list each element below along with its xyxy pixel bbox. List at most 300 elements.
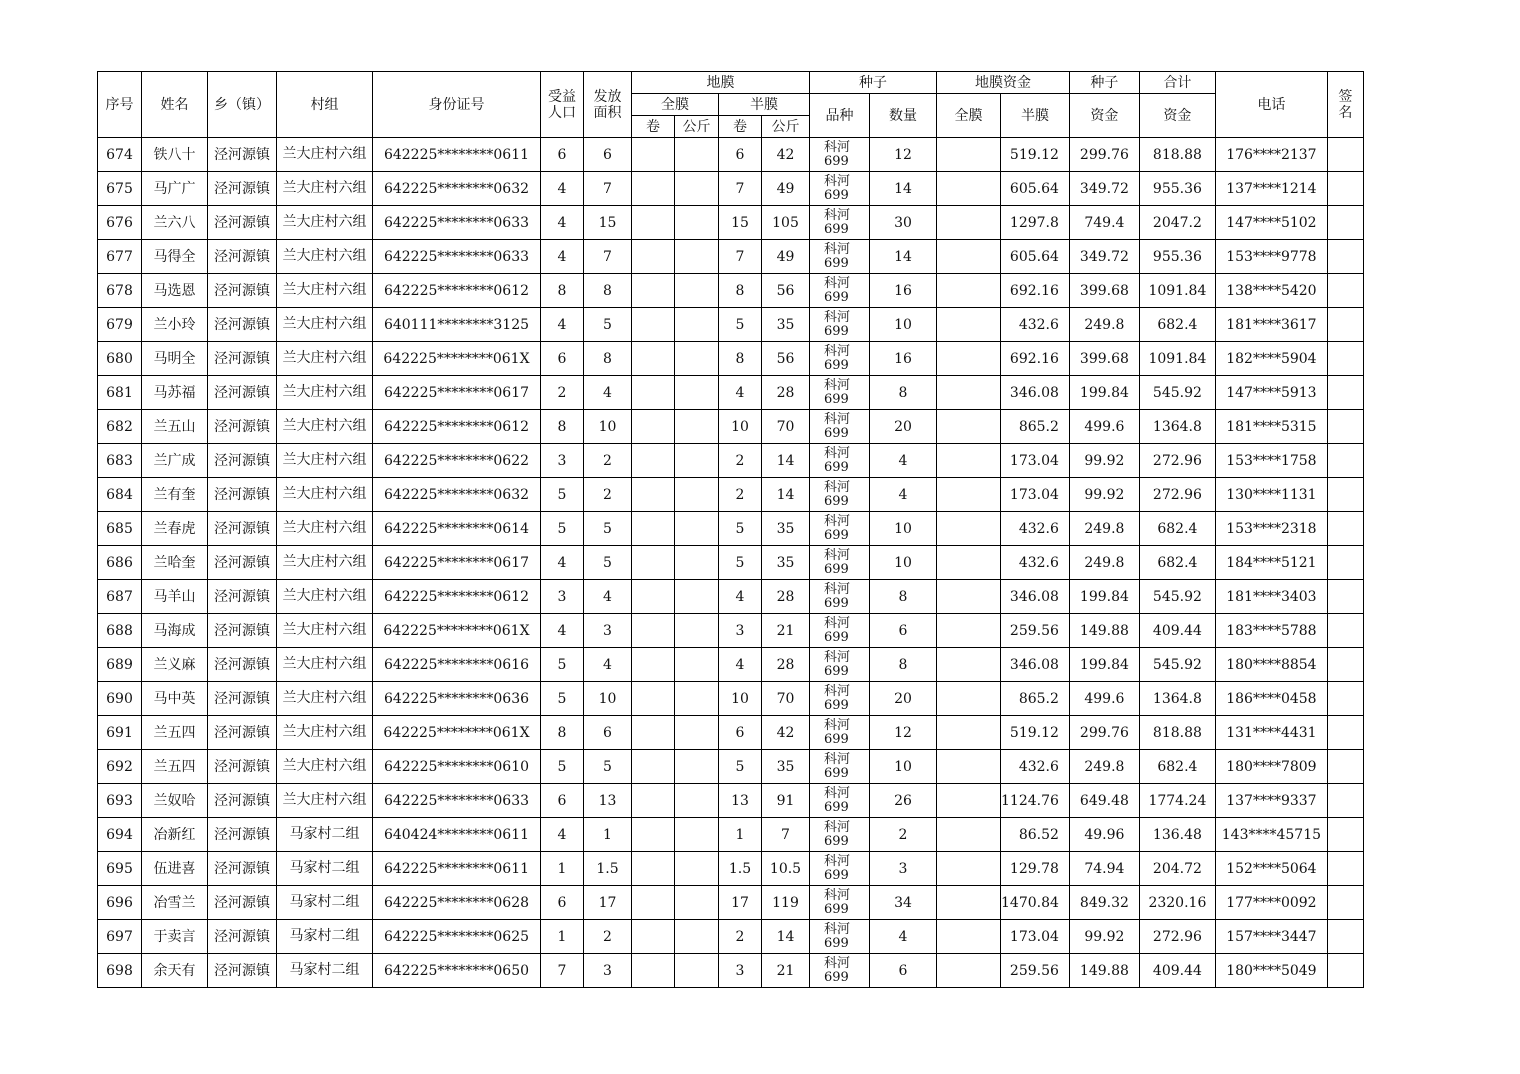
cell-phone: 184****5121: [1215, 546, 1327, 580]
header-beneficiaries-label: 受益人口: [548, 88, 576, 121]
cell-village-text: 兰大庄村六组: [282, 690, 367, 706]
cell-total-funds: 1774.24: [1139, 784, 1215, 818]
cell-beneficiaries: 4: [541, 240, 584, 274]
cell-variety: [810, 750, 870, 784]
cell-id-number: 642225********0633: [373, 206, 541, 240]
cell-variety: [810, 954, 870, 988]
cell-full-roll: [632, 172, 675, 206]
cell-name: 马海成: [142, 614, 208, 648]
cell-town: 泾河源镇: [208, 818, 277, 852]
cell-signature[interactable]: [1327, 886, 1363, 920]
table-row: [98, 750, 1364, 784]
cell-beneficiaries: 3: [541, 580, 584, 614]
cell-total-funds: 272.96: [1139, 920, 1215, 954]
cell-total-funds: 272.96: [1139, 444, 1215, 478]
cell-village-text: 兰大庄村六组: [282, 146, 367, 162]
cell-signature[interactable]: [1327, 240, 1363, 274]
cell-area: 10: [584, 410, 632, 444]
cell-half-film-funds: 1297.8: [1001, 206, 1070, 240]
cell-name: 兰广成: [142, 444, 208, 478]
cell-beneficiaries: 4: [541, 172, 584, 206]
cell-half-kg: 28: [762, 580, 810, 614]
cell-half-kg: 14: [762, 444, 810, 478]
cell-beneficiaries: 6: [541, 784, 584, 818]
header-seed-funds: 资金: [1069, 94, 1139, 138]
cell-beneficiaries: 5: [541, 512, 584, 546]
cell-area: 2: [584, 920, 632, 954]
cell-signature[interactable]: [1327, 954, 1363, 988]
cell-village: [277, 886, 373, 920]
cell-seq: 685: [98, 512, 142, 546]
table-row: [98, 614, 1364, 648]
cell-quantity: 6: [870, 614, 937, 648]
cell-village-text: 兰大庄村六组: [282, 758, 367, 774]
cell-seq: 687: [98, 580, 142, 614]
cell-signature[interactable]: [1327, 716, 1363, 750]
cell-name: 马广广: [142, 172, 208, 206]
cell-area: 3: [584, 954, 632, 988]
cell-variety-text: 科河699: [824, 853, 851, 883]
cell-variety: [810, 682, 870, 716]
cell-village-text: 兰大庄村六组: [282, 248, 367, 264]
header-full-kg: 公斤: [675, 116, 719, 138]
cell-half-film-funds: 129.78: [1001, 852, 1070, 886]
cell-town: 泾河源镇: [208, 172, 277, 206]
cell-half-film-funds: 86.52: [1001, 818, 1070, 852]
table-row: [98, 478, 1364, 512]
cell-variety: [810, 512, 870, 546]
cell-name: 兰五山: [142, 410, 208, 444]
cell-signature[interactable]: [1327, 682, 1363, 716]
cell-village: [277, 920, 373, 954]
cell-village: [277, 240, 373, 274]
cell-half-film-funds: 692.16: [1001, 274, 1070, 308]
cell-full-film-funds: [937, 682, 1001, 716]
cell-half-kg: 35: [762, 750, 810, 784]
cell-town: 泾河源镇: [208, 648, 277, 682]
cell-variety: [810, 308, 870, 342]
cell-signature[interactable]: [1327, 648, 1363, 682]
cell-full-kg: [675, 444, 719, 478]
cell-full-roll: [632, 682, 675, 716]
cell-name: 兰六八: [142, 206, 208, 240]
cell-id-number: 640424********0611: [373, 818, 541, 852]
cell-variety-text: 科河699: [824, 785, 851, 815]
cell-variety: [810, 716, 870, 750]
cell-town: 泾河源镇: [208, 342, 277, 376]
cell-full-roll: [632, 580, 675, 614]
cell-variety-text: 科河699: [824, 921, 851, 951]
cell-id-number: 642225********0632: [373, 172, 541, 206]
cell-signature[interactable]: [1327, 172, 1363, 206]
header-area: [584, 72, 632, 138]
cell-total-funds: 682.4: [1139, 308, 1215, 342]
header-beneficiaries: [541, 72, 584, 138]
cell-full-film-funds: [937, 444, 1001, 478]
cell-name: 兰义麻: [142, 648, 208, 682]
header-variety: 品种: [810, 94, 870, 138]
cell-phone: 180****7809: [1215, 750, 1327, 784]
cell-phone: 147****5102: [1215, 206, 1327, 240]
table-row: [98, 206, 1364, 240]
cell-variety-text: 科河699: [824, 683, 851, 713]
cell-half-roll: 1.5: [719, 852, 762, 886]
cell-beneficiaries: 5: [541, 682, 584, 716]
cell-full-film-funds: [937, 648, 1001, 682]
header-quantity: 数量: [870, 94, 937, 138]
cell-full-roll: [632, 342, 675, 376]
cell-total-funds: 818.88: [1139, 138, 1215, 172]
cell-id-number: 642225********0610: [373, 750, 541, 784]
cell-full-film-funds: [937, 750, 1001, 784]
cell-total-funds: 409.44: [1139, 954, 1215, 988]
table-row: [98, 920, 1364, 954]
cell-full-kg: [675, 342, 719, 376]
cell-area: 17: [584, 886, 632, 920]
cell-full-roll: [632, 410, 675, 444]
cell-full-film-funds: [937, 716, 1001, 750]
cell-beneficiaries: 4: [541, 818, 584, 852]
cell-quantity: 30: [870, 206, 937, 240]
cell-seed-funds: 349.72: [1069, 172, 1139, 206]
cell-town: 泾河源镇: [208, 682, 277, 716]
cell-village: [277, 308, 373, 342]
cell-signature[interactable]: [1327, 274, 1363, 308]
cell-village: [277, 172, 373, 206]
cell-seq: 696: [98, 886, 142, 920]
cell-half-film-funds: 605.64: [1001, 172, 1070, 206]
cell-village: [277, 954, 373, 988]
cell-total-funds: 818.88: [1139, 716, 1215, 750]
cell-area: 3: [584, 614, 632, 648]
cell-full-kg: [675, 954, 719, 988]
cell-full-kg: [675, 138, 719, 172]
cell-variety-text: 科河699: [824, 275, 851, 305]
cell-village-text: 兰大庄村六组: [282, 316, 367, 332]
cell-full-film-funds: [937, 920, 1001, 954]
cell-variety-text: 科河699: [824, 207, 851, 237]
cell-village-text: 马家村二组: [289, 962, 360, 978]
cell-beneficiaries: 5: [541, 648, 584, 682]
cell-signature[interactable]: [1327, 920, 1363, 954]
cell-village: [277, 376, 373, 410]
cell-half-kg: 49: [762, 240, 810, 274]
cell-area: 8: [584, 342, 632, 376]
cell-id-number: 642225********061X: [373, 614, 541, 648]
header-full-film-funds: 全膜: [937, 94, 1001, 138]
table-row: [98, 716, 1364, 750]
cell-area: 4: [584, 648, 632, 682]
cell-id-number: 642225********0617: [373, 376, 541, 410]
cell-half-kg: 35: [762, 512, 810, 546]
cell-half-roll: 3: [719, 954, 762, 988]
cell-id-number: 642225********0650: [373, 954, 541, 988]
header-signature-label: 签名: [1338, 88, 1353, 121]
cell-quantity: 2: [870, 818, 937, 852]
table-row: [98, 886, 1364, 920]
cell-variety: [810, 138, 870, 172]
cell-town: 泾河源镇: [208, 852, 277, 886]
header-seq: 序号: [98, 72, 142, 138]
cell-total-funds: 2047.2: [1139, 206, 1215, 240]
cell-total-funds: 955.36: [1139, 240, 1215, 274]
cell-signature[interactable]: [1327, 546, 1363, 580]
cell-area: 10: [584, 682, 632, 716]
cell-signature[interactable]: [1327, 580, 1363, 614]
cell-town: 泾河源镇: [208, 274, 277, 308]
cell-half-roll: 2: [719, 478, 762, 512]
cell-seq: 693: [98, 784, 142, 818]
cell-seed-funds: 199.84: [1069, 580, 1139, 614]
cell-signature[interactable]: [1327, 308, 1363, 342]
cell-seed-funds: 74.94: [1069, 852, 1139, 886]
cell-seq: 688: [98, 614, 142, 648]
cell-full-roll: [632, 954, 675, 988]
cell-signature[interactable]: [1327, 444, 1363, 478]
cell-id-number: 642225********0611: [373, 852, 541, 886]
cell-quantity: 12: [870, 716, 937, 750]
cell-full-kg: [675, 410, 719, 444]
cell-half-film-funds: 519.12: [1001, 138, 1070, 172]
cell-name: 余天有: [142, 954, 208, 988]
cell-total-funds: 545.92: [1139, 648, 1215, 682]
cell-full-film-funds: [937, 818, 1001, 852]
cell-name: 马中英: [142, 682, 208, 716]
cell-id-number: 642225********0628: [373, 886, 541, 920]
cell-village-text: 兰大庄村六组: [282, 486, 367, 502]
cell-signature[interactable]: [1327, 750, 1363, 784]
cell-seed-funds: 149.88: [1069, 954, 1139, 988]
cell-half-film-funds: 259.56: [1001, 954, 1070, 988]
table-row: [98, 954, 1364, 988]
cell-village-text: 兰大庄村六组: [282, 418, 367, 434]
cell-full-roll: [632, 750, 675, 784]
cell-variety: [810, 410, 870, 444]
cell-village: [277, 342, 373, 376]
cell-seq: 682: [98, 410, 142, 444]
cell-half-film-funds: 1124.76: [1001, 784, 1070, 818]
cell-seed-funds: 349.72: [1069, 240, 1139, 274]
cell-village-text: 兰大庄村六组: [282, 180, 367, 196]
cell-variety: [810, 342, 870, 376]
cell-name: 兰哈奎: [142, 546, 208, 580]
cell-half-roll: 4: [719, 648, 762, 682]
header-town: 乡（镇）: [208, 72, 277, 138]
cell-half-roll: 6: [719, 138, 762, 172]
cell-town: 泾河源镇: [208, 478, 277, 512]
cell-full-roll: [632, 920, 675, 954]
cell-variety-text: 科河699: [824, 819, 851, 849]
cell-total-funds: 545.92: [1139, 376, 1215, 410]
cell-total-funds: 682.4: [1139, 546, 1215, 580]
cell-quantity: 8: [870, 580, 937, 614]
cell-variety-text: 科河699: [824, 649, 851, 679]
cell-village-text: 兰大庄村六组: [282, 622, 367, 638]
cell-variety: [810, 274, 870, 308]
cell-town: 泾河源镇: [208, 614, 277, 648]
cell-half-roll: 1: [719, 818, 762, 852]
cell-signature[interactable]: [1327, 410, 1363, 444]
cell-beneficiaries: 6: [541, 138, 584, 172]
cell-village: [277, 206, 373, 240]
cell-id-number: 642225********0636: [373, 682, 541, 716]
cell-phone: 182****5904: [1215, 342, 1327, 376]
cell-half-film-funds: 865.2: [1001, 682, 1070, 716]
cell-phone: 138****5420: [1215, 274, 1327, 308]
cell-village: [277, 138, 373, 172]
cell-beneficiaries: 8: [541, 274, 584, 308]
cell-seed-funds: 849.32: [1069, 886, 1139, 920]
cell-quantity: 10: [870, 512, 937, 546]
cell-variety: [810, 648, 870, 682]
cell-seed-funds: 399.68: [1069, 342, 1139, 376]
cell-total-funds: 1364.8: [1139, 410, 1215, 444]
cell-quantity: 12: [870, 138, 937, 172]
table-body: [98, 138, 1364, 988]
cell-name: 兰五四: [142, 716, 208, 750]
cell-full-kg: [675, 512, 719, 546]
cell-full-roll: [632, 206, 675, 240]
header-half-film-funds: 半膜: [1001, 94, 1070, 138]
header-full-film: 全膜: [632, 94, 719, 116]
cell-variety-text: 科河699: [824, 445, 851, 475]
cell-full-roll: [632, 240, 675, 274]
cell-half-kg: 49: [762, 172, 810, 206]
cell-full-kg: [675, 240, 719, 274]
cell-beneficiaries: 8: [541, 410, 584, 444]
cell-town: 泾河源镇: [208, 886, 277, 920]
cell-variety: [810, 818, 870, 852]
cell-half-roll: 15: [719, 206, 762, 240]
cell-name: 冶雪兰: [142, 886, 208, 920]
cell-half-film-funds: 865.2: [1001, 410, 1070, 444]
cell-seed-funds: 499.6: [1069, 410, 1139, 444]
cell-town: 泾河源镇: [208, 410, 277, 444]
cell-signature[interactable]: [1327, 784, 1363, 818]
cell-half-kg: 119: [762, 886, 810, 920]
cell-signature[interactable]: [1327, 852, 1363, 886]
cell-area: 8: [584, 274, 632, 308]
cell-half-kg: 21: [762, 954, 810, 988]
cell-full-film-funds: [937, 614, 1001, 648]
cell-phone: 137****1214: [1215, 172, 1327, 206]
cell-full-kg: [675, 308, 719, 342]
cell-signature[interactable]: [1327, 512, 1363, 546]
cell-name: 马明全: [142, 342, 208, 376]
cell-signature[interactable]: [1327, 138, 1363, 172]
cell-variety: [810, 206, 870, 240]
cell-area: 4: [584, 580, 632, 614]
cell-seed-funds: 99.92: [1069, 920, 1139, 954]
cell-variety-text: 科河699: [824, 479, 851, 509]
cell-half-kg: 42: [762, 716, 810, 750]
cell-phone: 180****8854: [1215, 648, 1327, 682]
cell-signature[interactable]: [1327, 206, 1363, 240]
cell-beneficiaries: 4: [541, 206, 584, 240]
cell-area: 5: [584, 750, 632, 784]
cell-name: 兰有奎: [142, 478, 208, 512]
cell-quantity: 10: [870, 546, 937, 580]
cell-area: 4: [584, 376, 632, 410]
cell-id-number: 642225********061X: [373, 342, 541, 376]
cell-signature[interactable]: [1327, 342, 1363, 376]
cell-half-roll: 8: [719, 342, 762, 376]
cell-phone: 177****0092: [1215, 886, 1327, 920]
cell-name: 马选恩: [142, 274, 208, 308]
header-film-funds: 地膜资金: [937, 72, 1070, 94]
cell-signature[interactable]: [1327, 376, 1363, 410]
cell-variety-text: 科河699: [824, 513, 851, 543]
cell-area: 5: [584, 308, 632, 342]
cell-half-film-funds: 692.16: [1001, 342, 1070, 376]
cell-seq: 698: [98, 954, 142, 988]
cell-full-kg: [675, 274, 719, 308]
cell-quantity: 10: [870, 750, 937, 784]
cell-signature[interactable]: [1327, 478, 1363, 512]
cell-signature[interactable]: [1327, 614, 1363, 648]
cell-half-kg: 7: [762, 818, 810, 852]
cell-variety-text: 科河699: [824, 343, 851, 373]
cell-variety-text: 科河699: [824, 615, 851, 645]
cell-phone: 181****3617: [1215, 308, 1327, 342]
cell-name: 兰小玲: [142, 308, 208, 342]
cell-variety: [810, 784, 870, 818]
cell-area: 13: [584, 784, 632, 818]
header-total: 资金: [1139, 94, 1215, 138]
table-row: [98, 240, 1364, 274]
cell-full-film-funds: [937, 308, 1001, 342]
cell-full-roll: [632, 716, 675, 750]
cell-village-text: 马家村二组: [289, 860, 360, 876]
cell-half-film-funds: 432.6: [1001, 512, 1070, 546]
cell-phone: 143****45715: [1215, 818, 1327, 852]
cell-quantity: 4: [870, 478, 937, 512]
cell-area: 6: [584, 716, 632, 750]
cell-total-funds: 545.92: [1139, 580, 1215, 614]
cell-signature[interactable]: [1327, 818, 1363, 852]
cell-quantity: 16: [870, 342, 937, 376]
cell-seq: 675: [98, 172, 142, 206]
cell-half-kg: 56: [762, 342, 810, 376]
cell-half-kg: 70: [762, 410, 810, 444]
cell-half-film-funds: 346.08: [1001, 580, 1070, 614]
cell-phone: 181****5315: [1215, 410, 1327, 444]
cell-half-roll: 13: [719, 784, 762, 818]
cell-beneficiaries: 4: [541, 546, 584, 580]
cell-full-film-funds: [937, 546, 1001, 580]
cell-half-film-funds: 346.08: [1001, 648, 1070, 682]
cell-total-funds: 1091.84: [1139, 342, 1215, 376]
cell-quantity: 8: [870, 648, 937, 682]
cell-full-film-funds: [937, 172, 1001, 206]
cell-seed-funds: 299.76: [1069, 716, 1139, 750]
table-row: [98, 512, 1364, 546]
cell-village: [277, 410, 373, 444]
cell-area: 7: [584, 172, 632, 206]
cell-total-funds: 409.44: [1139, 614, 1215, 648]
cell-total-funds: 1364.8: [1139, 682, 1215, 716]
cell-id-number: 642225********0616: [373, 648, 541, 682]
cell-full-kg: [675, 682, 719, 716]
cell-full-film-funds: [937, 342, 1001, 376]
header-phone: 电话: [1215, 72, 1327, 138]
cell-quantity: 8: [870, 376, 937, 410]
cell-quantity: 20: [870, 682, 937, 716]
cell-quantity: 4: [870, 444, 937, 478]
cell-village: [277, 614, 373, 648]
cell-area: 5: [584, 512, 632, 546]
cell-town: 泾河源镇: [208, 784, 277, 818]
